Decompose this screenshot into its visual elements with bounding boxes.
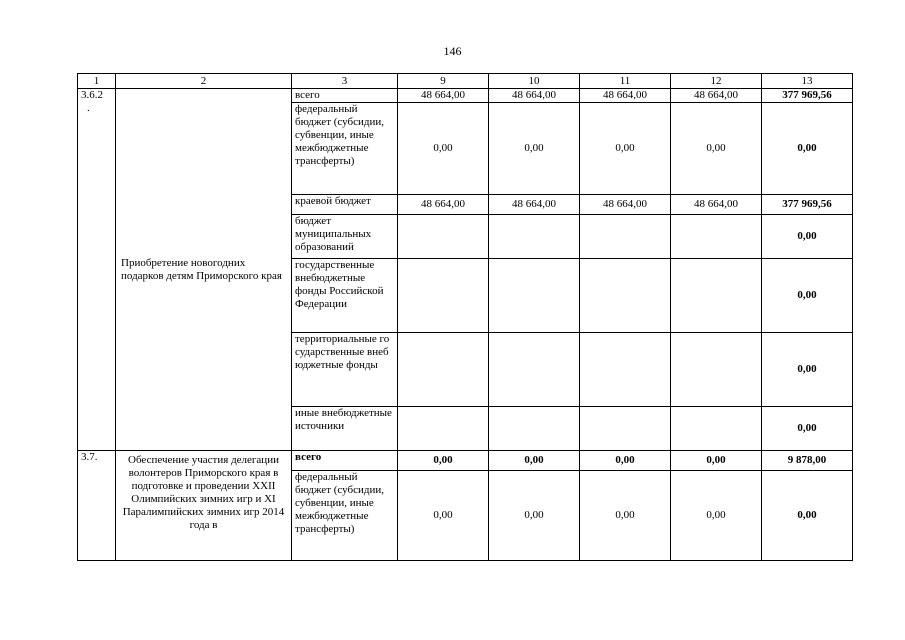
source-cell: всего: [292, 451, 398, 471]
value-cell: 0,00: [580, 103, 671, 195]
header-col-9: 9: [398, 74, 489, 89]
value-cell: 48 664,00: [489, 89, 580, 103]
value-cell: 48 664,00: [398, 195, 489, 215]
value-cell: 0,00: [580, 451, 671, 471]
source-cell: федеральный бюджет (субсидии, субвенции, иные межбюджетные трансферты): [292, 103, 398, 195]
table-row: [78, 451, 853, 471]
value-cell: [671, 333, 762, 407]
value-cell: 0,00: [580, 471, 671, 561]
item-name: Обеспечение участия делегации волонтеров Приморского края в подготовке и проведении XXII Олимпийских зимних игр и XI Паралимпийских зимних игр 2014 года в: [116, 451, 292, 561]
header-col-13: 13: [762, 74, 853, 89]
value-cell: 0,00: [671, 471, 762, 561]
value-cell: [671, 215, 762, 259]
value-cell: [489, 333, 580, 407]
item-number: 3.6.2 .: [78, 89, 116, 451]
value-cell: [580, 215, 671, 259]
value-cell: [580, 333, 671, 407]
value-cell: 48 664,00: [489, 195, 580, 215]
value-cell: [398, 407, 489, 451]
total-cell: 9 878,00: [762, 451, 853, 471]
header-col-1: 1: [78, 74, 116, 89]
value-cell: 48 664,00: [671, 195, 762, 215]
value-cell: 0,00: [671, 451, 762, 471]
value-cell: [489, 259, 580, 333]
total-cell: 0,00: [762, 215, 853, 259]
header-col-2: 2: [116, 74, 292, 89]
table-row: [78, 89, 853, 103]
value-cell: 0,00: [489, 103, 580, 195]
source-cell: всего: [292, 89, 398, 103]
value-cell: 0,00: [398, 471, 489, 561]
value-cell: [580, 407, 671, 451]
header-col-11: 11: [580, 74, 671, 89]
value-cell: 48 664,00: [398, 89, 489, 103]
total-cell: 377 969,56: [762, 195, 853, 215]
source-cell: иные внебюджетные источники: [292, 407, 398, 451]
value-cell: 48 664,00: [671, 89, 762, 103]
total-cell: 0,00: [762, 407, 853, 451]
value-cell: 0,00: [398, 451, 489, 471]
value-cell: [489, 407, 580, 451]
value-cell: 0,00: [489, 471, 580, 561]
source-cell: федеральный бюджет (субсидии, субвенции, иные межбюджетные трансферты): [292, 471, 398, 561]
header-col-3: 3: [292, 74, 398, 89]
item-name: Приобретение новогодних подарков детям Приморского края: [116, 89, 292, 451]
source-cell: государственные внебюджетные фонды Российской Федерации: [292, 259, 398, 333]
page-number: 146: [443, 44, 462, 58]
value-cell: 0,00: [671, 103, 762, 195]
value-cell: [489, 215, 580, 259]
header-col-12: 12: [671, 74, 762, 89]
budget-table: [77, 73, 853, 561]
source-cell: территориальные государственные внебюджетные фонды: [292, 333, 398, 407]
value-cell: [398, 215, 489, 259]
value-cell: 48 664,00: [580, 195, 671, 215]
value-cell: [398, 259, 489, 333]
value-cell: [398, 333, 489, 407]
total-cell: 377 969,56: [762, 89, 853, 103]
total-cell: 0,00: [762, 103, 853, 195]
value-cell: 0,00: [398, 103, 489, 195]
source-cell: бюджет муниципальных образований: [292, 215, 398, 259]
value-cell: [580, 259, 671, 333]
value-cell: 0,00: [489, 451, 580, 471]
total-cell: 0,00: [762, 333, 853, 407]
value-cell: [671, 407, 762, 451]
source-cell: краевой бюджет: [292, 195, 398, 215]
item-number: 3.7.: [78, 451, 116, 561]
total-cell: 0,00: [762, 259, 853, 333]
header-col-10: 10: [489, 74, 580, 89]
value-cell: [671, 259, 762, 333]
header-row: [78, 74, 853, 89]
value-cell: 48 664,00: [580, 89, 671, 103]
total-cell: 0,00: [762, 471, 853, 561]
